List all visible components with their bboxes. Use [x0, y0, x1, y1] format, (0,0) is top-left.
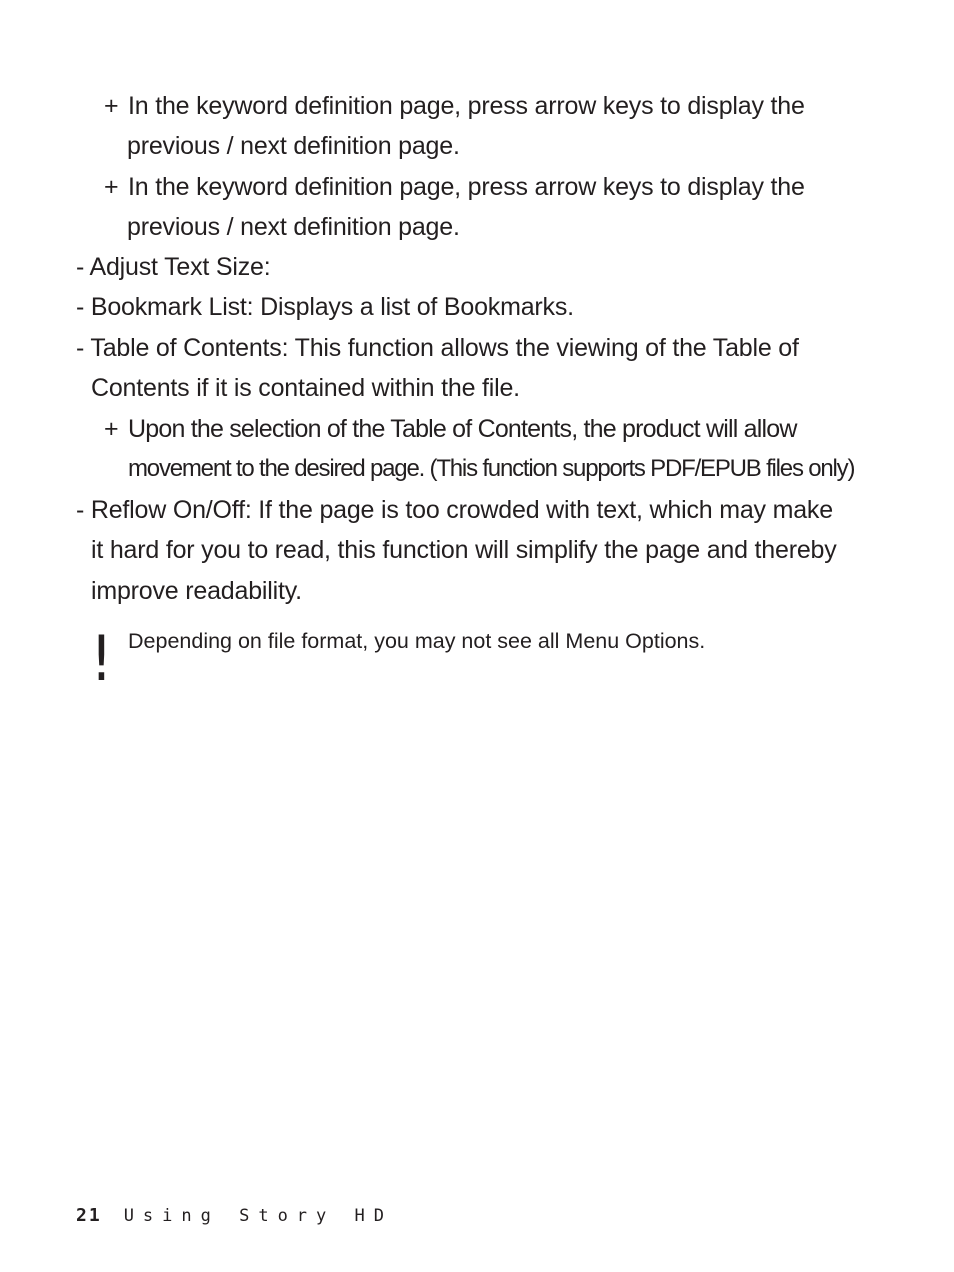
sub-bullet-line: previous / next definition page.	[127, 213, 460, 241]
bullet-bookmark-list: - Bookmark List: Displays a list of Bookmarks.	[76, 293, 574, 321]
bullet-reflow-cont: it hard for you to read, this function will simplify the page and thereby	[91, 536, 837, 564]
bullet-reflow: - Reflow On/Off: If the page is too crowded with text, which may make	[76, 496, 833, 524]
plus-marker: +	[104, 415, 119, 443]
page-number: 21	[76, 1205, 102, 1226]
sub-bullet-line: previous / next definition page.	[127, 132, 460, 160]
page-footer	[76, 1204, 393, 1228]
section-title: Using Story HD	[123, 1206, 393, 1226]
note-text: Depending on file format, you may not see all Menu Options.	[128, 629, 706, 653]
bullet-table-of-contents-cont: Contents if it is contained within the file.	[91, 374, 520, 402]
exclamation-icon: !	[90, 622, 113, 695]
bullet-reflow-cont: improve readability.	[91, 577, 302, 605]
bullet-table-of-contents: - Table of Contents: This function allows the viewing of the Table of	[76, 334, 799, 362]
bullet-adjust-text-size: - Adjust Text Size:	[76, 253, 271, 281]
sub-bullet-line: Upon the selection of the Table of Contents, the product will allow	[128, 415, 797, 443]
plus-marker: +	[104, 92, 119, 120]
sub-bullet-line: In the keyword definition page, press arrow keys to display the	[128, 173, 805, 201]
sub-bullet-line: In the keyword definition page, press arrow keys to display the	[128, 92, 805, 120]
sub-bullet-line: movement to the desired page. (This function supports PDF/EPUB files only)	[128, 455, 855, 482]
plus-marker: +	[104, 173, 119, 201]
